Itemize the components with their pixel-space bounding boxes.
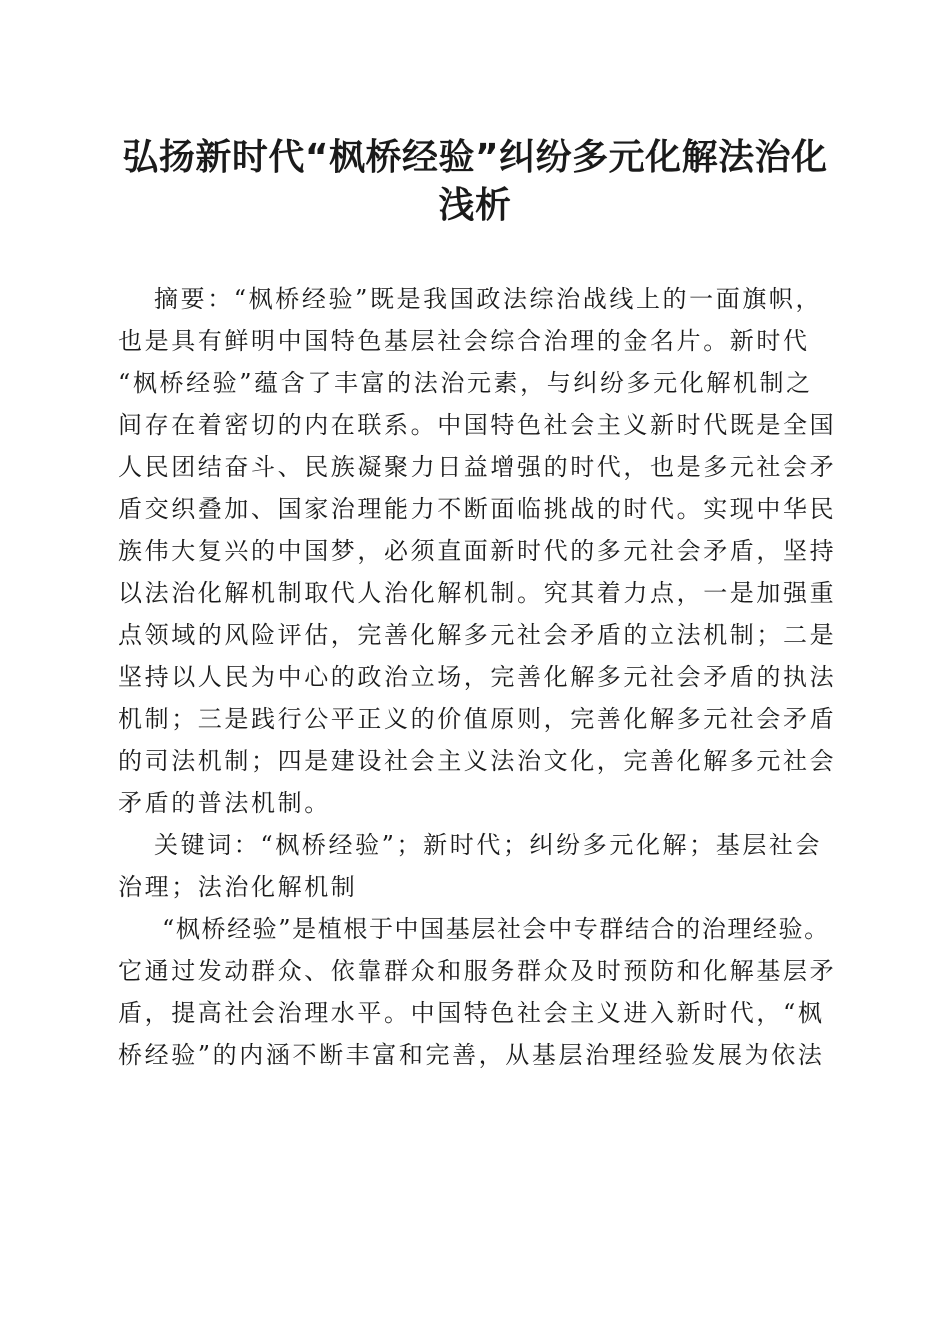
document-body [118, 278, 837, 1076]
keywords-line: 治理；法治化解机制 [118, 873, 358, 901]
abstract-line: 盾交织叠加、国家治理能力不断面临挑战的时代。实现中华民 [118, 495, 837, 523]
document-title [100, 134, 850, 230]
abstract-line: 点领域的风险评估，完善化解多元社会矛盾的立法机制；二是 [118, 621, 837, 649]
abstract-line: 族伟大复兴的中国梦，必须直面新时代的多元社会矛盾，坚持 [118, 537, 837, 565]
body-line: 盾，提高社会治理水平。中国特色社会主义进入新时代，“枫 [118, 999, 825, 1027]
abstract-line: 坚持以人民为中心的政治立场，完善化解多元社会矛盾的执法 [118, 663, 837, 691]
abstract-line: 机制；三是践行公平正义的价值原则，完善化解多元社会矛盾 [118, 705, 837, 733]
title-line: 弘扬新时代“枫桥经验”纠纷多元化解法治化 [122, 137, 828, 178]
abstract-line: 人民团结奋斗、民族凝聚力日益增强的时代，也是多元社会矛 [118, 453, 837, 481]
abstract-line: 摘要：“枫桥经验”既是我国政法综治战线上的一面旗帜， [154, 285, 823, 313]
keywords-paragraph [118, 824, 830, 908]
abstract-line: “枫桥经验”蕴含了丰富的法治元素，与纠纷多元化解机制之 [118, 369, 813, 397]
body-line: 它通过发动群众、依靠群众和服务群众及时预防和化解基层矛 [118, 957, 837, 985]
abstract-line: 以法治化解机制取代人治化解机制。究其着力点，一是加强重 [118, 579, 837, 607]
abstract-line: 的司法机制；四是建设社会主义法治文化，完善化解多元社会 [118, 747, 837, 775]
abstract-line: 间存在着密切的内在联系。中国特色社会主义新时代既是全国 [118, 411, 837, 439]
abstract-line: 矛盾的普法机制。 [118, 789, 331, 817]
abstract-line: 也是具有鲜明中国特色基层社会综合治理的金名片。新时代 [118, 327, 810, 355]
keywords-line: 关键词：“枫桥经验”；新时代；纠纷多元化解；基层社会 [154, 831, 823, 859]
body-paragraph [118, 908, 837, 1076]
title-line: 浅析 [438, 185, 512, 226]
body-line: “枫桥经验”是植根于中国基层社会中专群结合的治理经验。 [162, 915, 830, 943]
abstract-paragraph [118, 278, 837, 824]
body-line: 桥经验”的内涵不断丰富和完善，从基层治理经验发展为依法 [118, 1041, 825, 1069]
